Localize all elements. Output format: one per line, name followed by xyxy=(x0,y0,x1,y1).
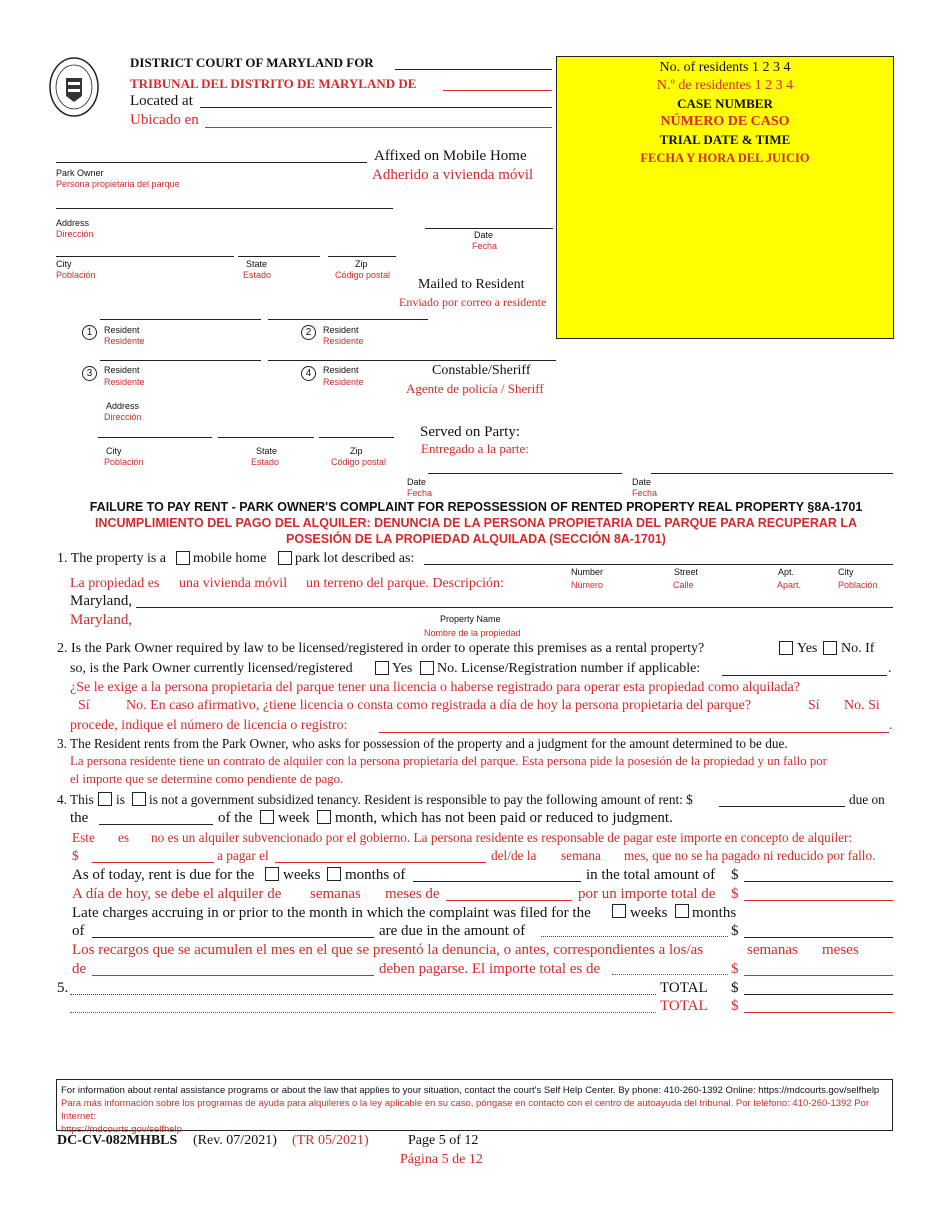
item3-en: 3. The Resident rents from the Park Owner, who asks for possession of the property and a judgment for the amount determined to be due. xyxy=(57,736,788,751)
park-owner-label: Park Owner xyxy=(56,168,104,178)
late-weeks-checkbox[interactable] xyxy=(612,904,626,918)
case-number-box[interactable] xyxy=(556,56,894,339)
resident-1-field[interactable] xyxy=(100,319,261,320)
constable-label-es: Agente de policía / Sheriff xyxy=(406,381,544,396)
licensed-no-label: No. License/Registration number if applicable: xyxy=(437,661,701,676)
late-charges-line-es xyxy=(744,975,893,976)
late-es-deben: deben pagarse. El importe total es de xyxy=(379,961,601,977)
item4-of-the: of the xyxy=(218,810,253,826)
asof-es-meses-de: meses de xyxy=(385,886,440,902)
asof-es-dollar: $ xyxy=(731,886,739,902)
resident-1-number: 1 xyxy=(82,325,97,340)
owner-state-field[interactable] xyxy=(238,256,320,257)
self-help-info-es-2: https://mdcourts.gov/selfhelp xyxy=(61,1124,182,1135)
item5-field[interactable] xyxy=(70,994,656,995)
late-dots xyxy=(541,936,728,937)
page-number: Page 5 of 12 xyxy=(408,1133,479,1148)
form-translation-rev: (TR 05/2021) xyxy=(292,1133,369,1148)
constable-date-field[interactable] xyxy=(418,360,556,361)
resident-2-field[interactable] xyxy=(268,319,428,320)
served-date-label-2-es: Fecha xyxy=(632,488,658,498)
license-number-field[interactable] xyxy=(722,675,887,676)
constable-label: Constable/Sheriff xyxy=(432,363,531,378)
resident-state-label-es: Estado xyxy=(251,457,280,467)
state-label-es: Estado xyxy=(243,270,272,280)
park-lot-label: park lot described as: xyxy=(295,551,415,566)
late-period-line-es xyxy=(92,975,374,976)
park-owner-field[interactable] xyxy=(56,162,367,163)
form-revision: (Rev. 07/2021) xyxy=(193,1133,277,1148)
late-es-meses: meses xyxy=(822,942,859,958)
item2-es-line1: ¿Se le exige a la persona propietaria del parque tener una licencia o haberse registrado para operar esta propiedad como alquilada? xyxy=(70,680,800,695)
item4-es-a-pagar: a pagar el xyxy=(217,848,269,863)
resident-zip-label-es: Código postal xyxy=(331,457,387,467)
late-months-checkbox[interactable] xyxy=(675,904,689,918)
trial-date-label-es: FECHA Y HORA DEL JUICIO xyxy=(640,151,810,165)
maryland-label: Maryland, xyxy=(70,593,133,609)
resident-2-number: 2 xyxy=(301,325,316,340)
item1-lead: 1. The property is a xyxy=(57,551,166,566)
zip-label: Zip xyxy=(355,259,368,269)
due-weeks-checkbox[interactable] xyxy=(265,867,279,881)
late-period-field[interactable] xyxy=(92,937,374,938)
court-county-field[interactable] xyxy=(395,69,552,70)
resident-4-label-es: Residente xyxy=(323,377,364,387)
resident-zip-label: Zip xyxy=(350,446,363,456)
due-months-checkbox[interactable] xyxy=(327,867,341,881)
rent-week-checkbox[interactable] xyxy=(260,810,274,824)
complaint-title-en: FAILURE TO PAY RENT - PARK OWNER'S COMPLAINT FOR REPOSSESSION OF RENTED PROPERTY REAL PROPERTY §8A-1701 xyxy=(89,500,863,514)
street-label-es: Calle xyxy=(673,580,694,590)
resident-3-number: 3 xyxy=(82,366,97,381)
item4-es-semana: semana xyxy=(561,848,601,863)
item4-es-mes: mes, que no se ha pagado ni reducido por fallo. xyxy=(624,848,876,863)
item4-due-on: due on xyxy=(849,792,885,807)
licensed-yes-checkbox[interactable] xyxy=(375,661,389,675)
resident-state-field[interactable] xyxy=(218,437,314,438)
due-day-line-es xyxy=(275,862,486,863)
resident-2-label-es: Residente xyxy=(323,336,364,346)
license-required-no-checkbox[interactable] xyxy=(823,641,837,655)
item3-es-1: La persona residente tiene un contrato de alquiler con la persona propietaria del parque. Esta persona pide la posesión de la propiedad y un fallo por xyxy=(70,754,827,768)
resident-state-label: State xyxy=(256,446,278,456)
property-name-label: Property Name xyxy=(440,614,501,624)
late-months: months xyxy=(692,905,737,921)
subsidized-is-checkbox[interactable] xyxy=(98,792,112,806)
case-number-label-es: NÚMERO DE CASO xyxy=(660,114,790,129)
address-label: Address xyxy=(56,218,90,228)
mobile-home-label-es: una vivienda móvil xyxy=(179,576,288,591)
served-date-field-1[interactable] xyxy=(428,473,622,474)
affixed-label: Affixed on Mobile Home xyxy=(374,148,527,164)
city-label-es: Población xyxy=(56,270,96,280)
affixed-date-field[interactable] xyxy=(425,228,553,229)
item2-es-line2: No. En caso afirmativo, ¿tiene licencia o consta como registrada a día de hoy la persona propietaria del parque? xyxy=(126,698,752,713)
court-county-line-es xyxy=(443,90,552,91)
mailed-label-es: Enviado por correo a residente xyxy=(399,295,547,309)
asof-weeks: weeks xyxy=(283,867,321,883)
resident-4-field[interactable] xyxy=(268,360,428,361)
late-due-in: are due in the amount of xyxy=(379,923,526,939)
resident-4-label: Resident xyxy=(323,365,359,375)
state-label: State xyxy=(246,259,268,269)
late-weeks: weeks xyxy=(630,905,668,921)
served-label-es: Entregado a la parte: xyxy=(421,441,529,456)
resident-city-field[interactable] xyxy=(98,437,212,438)
date-label-es: Fecha xyxy=(472,241,498,251)
rent-month-checkbox[interactable] xyxy=(317,810,331,824)
resident-zip-field[interactable] xyxy=(319,437,394,438)
affixed-label-es: Adherido a vivienda móvil xyxy=(372,167,534,183)
asof-dollar: $ xyxy=(731,867,739,883)
served-date-label-1-es: Fecha xyxy=(407,488,433,498)
rent-due-total-field[interactable] xyxy=(744,881,893,882)
due-day-field[interactable] xyxy=(99,824,213,825)
self-help-info-es-1: Para más información sobre los programas de ayuda para alquileres o la ley aplicable en su caso, póngase en contacto con el centro de autoayuda del tribunal. Por teléfono: 410-260-1392 Por Internet: xyxy=(61,1098,870,1122)
item4-es-delde: del/de la xyxy=(491,848,537,863)
residents-count-en: No. of residents 1 2 3 4 xyxy=(659,60,791,75)
rent-due-total-line-es xyxy=(744,900,893,901)
item4-c: is not a government subsidized tenancy. Resident is responsible to pay the following amount of rent: $ xyxy=(149,792,693,807)
item4-es-line1: no es un alquiler subvencionado por el gobierno. La persona residente es responsable de pagar este importe en concepto de alquiler: xyxy=(151,830,853,845)
item4-the: the xyxy=(70,810,89,826)
located-at-label: Located at xyxy=(130,93,193,109)
number-label-es: Número xyxy=(571,580,604,590)
late-es-semanas: semanas xyxy=(747,942,798,958)
apt-label-es: Apart. xyxy=(777,580,802,590)
total-field[interactable] xyxy=(744,994,893,995)
address-label-es: Dirección xyxy=(56,229,94,239)
apt-label: Apt. xyxy=(778,567,795,577)
resident-3-label: Resident xyxy=(104,365,140,375)
licensed-no-checkbox[interactable] xyxy=(420,661,434,675)
court-title-en: DISTRICT COURT OF MARYLAND FOR xyxy=(130,55,374,70)
resident-city-label-es: Población xyxy=(104,457,144,467)
license-number-line-es xyxy=(379,732,889,733)
street-label: Street xyxy=(674,567,699,577)
item1-city-label-es: Población xyxy=(838,580,878,590)
item2-line2a: so, is the Park Owner currently licensed/registered xyxy=(70,661,353,676)
total-line-es xyxy=(744,1012,893,1013)
city-label: City xyxy=(56,259,72,269)
park-owner-label-es: Persona propietaria del parque xyxy=(56,179,180,189)
asof-es: A día de hoy, se debe el alquiler de xyxy=(72,886,282,902)
subsidized-is-not-checkbox[interactable] xyxy=(132,792,146,806)
item4-a: 4. This xyxy=(57,792,94,807)
item3-es-2: el importe que se determine como pendiente de pago. xyxy=(70,772,344,786)
item4-week: week xyxy=(278,810,310,826)
resident-city-label: City xyxy=(106,446,122,456)
license-required-yes-label: Yes xyxy=(797,641,818,656)
park-lot-checkbox[interactable] xyxy=(278,551,292,565)
resident-4-number: 4 xyxy=(301,366,316,381)
served-date-label-2: Date xyxy=(632,477,652,487)
resident-3-label-es: Residente xyxy=(104,377,145,387)
property-name-label-es: Nombre de la propiedad xyxy=(424,628,521,638)
period: . xyxy=(888,661,892,676)
owner-zip-field[interactable] xyxy=(328,256,396,257)
total-dollar-es: $ xyxy=(731,998,739,1014)
ubicado-en-label: Ubicado en xyxy=(130,112,199,128)
complaint-title-es-1: INCUMPLIMIENTO DEL PAGO DEL ALQUILER: DENUNCIA DE LA PERSONA PROPIETARIA DEL PARQUE PARA RECUPERAR LA xyxy=(94,516,858,530)
total-label: TOTAL xyxy=(660,980,708,996)
owner-address-field[interactable] xyxy=(56,208,393,209)
resident-address-label-es: Dirección xyxy=(104,412,142,422)
rent-amount-field[interactable] xyxy=(719,806,845,807)
item2-es-si-2: Sí xyxy=(808,698,820,713)
total-label-es: TOTAL xyxy=(660,998,708,1014)
resident-3-field[interactable] xyxy=(100,360,261,361)
licensed-yes-label: Yes xyxy=(392,661,413,676)
asof-label: As of today, rent is due for the xyxy=(72,867,255,883)
late-es-dollar: $ xyxy=(731,961,739,977)
late-label: Late charges accruing in or prior to the month in which the complaint was filed for the xyxy=(72,905,591,921)
form-id: DC-CV-082MHBLS xyxy=(57,1133,178,1148)
late-of: of xyxy=(72,923,85,939)
self-help-info-en: For information about rental assistance programs or about the law that applies to your situation, contact the court's Self Help Center. By phone: 410-260-1392 Online: https://mdcourts.gov/selfhelp xyxy=(61,1085,880,1096)
asof-months-of: months of xyxy=(345,867,406,883)
park-lot-label-es: un terreno del parque. Descripción: xyxy=(306,576,504,591)
zip-label-es: Código postal xyxy=(335,270,391,280)
served-label: Served on Party: xyxy=(420,424,520,440)
item5-number: 5. xyxy=(57,980,69,996)
owner-city-field[interactable] xyxy=(56,256,234,257)
number-label: Number xyxy=(571,567,604,577)
maryland-label-es: Maryland, xyxy=(70,612,133,628)
property-name-field[interactable] xyxy=(136,607,893,608)
rent-period-line-es xyxy=(446,900,572,901)
late-dollar: $ xyxy=(731,923,739,939)
rent-period-field[interactable] xyxy=(413,881,581,882)
resident-1-label-es: Residente xyxy=(104,336,145,346)
item2-line1: 2. Is the Park Owner required by law to be licensed/registered in order to operate this premises as a rental property? xyxy=(57,641,705,656)
resident-address-label: Address xyxy=(106,401,140,411)
item4-es-dollar: $ xyxy=(72,848,79,863)
trial-date-label: TRIAL DATE & TIME xyxy=(659,132,791,147)
item1-city-label: City xyxy=(838,567,854,577)
late-dots-es xyxy=(612,974,728,975)
item4-month-text: month, which has not been paid or reduced to judgment. xyxy=(335,810,673,826)
item4-is: is xyxy=(116,792,125,807)
resident-2-label: Resident xyxy=(323,325,359,335)
complaint-title-es-2: POSESIÓN DE LA PROPIEDAD ALQUILADA (SECCIÓN 8A-1701) xyxy=(286,532,666,546)
license-required-no-label: No. If xyxy=(841,641,875,656)
mobile-home-checkbox[interactable] xyxy=(176,551,190,565)
license-required-yes-checkbox[interactable] xyxy=(779,641,793,655)
late-es: Los recargos que se acumulen el mes en el que se presentó la denuncia, o antes, correspondientes a los/as xyxy=(72,942,704,958)
mobile-home-label: mobile home xyxy=(193,551,267,566)
page-number-es: Página 5 de 12 xyxy=(400,1152,483,1167)
property-address-field[interactable] xyxy=(424,564,893,565)
period-es: . xyxy=(889,718,893,733)
resident-1-label: Resident xyxy=(104,325,140,335)
asof-total: in the total amount of xyxy=(586,867,716,883)
served-date-field-2[interactable] xyxy=(651,473,893,474)
item2-es-no-si: No. Si xyxy=(844,698,880,713)
asof-es-semanas: semanas xyxy=(310,886,361,902)
rent-amount-line-es xyxy=(92,862,214,863)
case-number-label: CASE NUMBER xyxy=(677,96,773,111)
total-dollar: $ xyxy=(731,980,739,996)
item4-es-este: Este xyxy=(72,830,95,845)
located-at-field[interactable] xyxy=(200,107,552,108)
item1-lead-es: La propiedad es xyxy=(70,576,160,591)
ubicado-en-line xyxy=(205,127,552,128)
item2-es-line3: procede, indique el número de licencia o registro: xyxy=(70,718,348,733)
court-title-es: TRIBUNAL DEL DISTRITO DE MARYLAND DE xyxy=(130,76,417,91)
late-charges-field[interactable] xyxy=(744,937,893,938)
mailed-label: Mailed to Resident xyxy=(418,277,525,292)
item5-line-es xyxy=(70,1012,656,1013)
asof-es-por-total: por un importe total de xyxy=(578,886,716,902)
item4-es-es: es xyxy=(118,830,130,845)
residents-count-es: N.º de residentes 1 2 3 4 xyxy=(656,78,794,93)
late-es-de: de xyxy=(72,961,87,977)
court-seal xyxy=(48,56,100,118)
served-date-label-1: Date xyxy=(407,477,427,487)
date-label: Date xyxy=(474,230,494,240)
self-help-info-box xyxy=(56,1079,893,1135)
item2-es-si-1: Sí xyxy=(78,698,90,713)
